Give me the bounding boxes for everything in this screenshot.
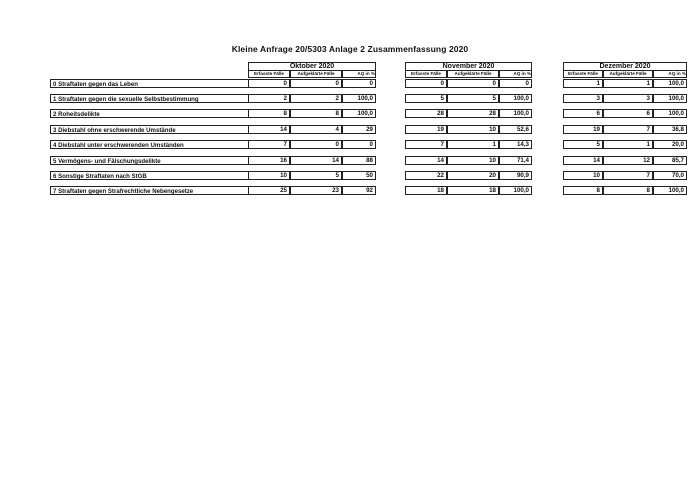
value-cell: 6 — [603, 109, 653, 118]
value-cell: 50 — [342, 171, 376, 180]
column-header: Erfasste Fälle — [248, 71, 290, 78]
value-cell: 10 — [447, 125, 499, 134]
value-cell: 90,9 — [499, 171, 532, 180]
row-label: 4 Diebstahl unter erschwerenden Umständen — [50, 140, 249, 149]
value-cell: 7 — [405, 140, 447, 149]
value-cell: 18 — [405, 186, 447, 195]
value-cell: 0 — [342, 79, 376, 88]
value-cell: 8 — [603, 186, 653, 195]
value-cell: 6 — [563, 109, 603, 118]
value-cell: 8 — [248, 109, 290, 118]
value-cell: 0 — [290, 140, 342, 149]
value-cell: 100,0 — [653, 186, 687, 195]
value-cell: 14,3 — [499, 140, 532, 149]
value-cell: 7 — [603, 171, 653, 180]
value-cell: 8 — [563, 186, 603, 195]
value-cell: 100,0 — [653, 94, 687, 103]
value-cell: 28 — [447, 109, 499, 118]
column-header: AQ in % — [499, 71, 532, 78]
value-cell: 5 — [290, 171, 342, 180]
value-cell: 18 — [447, 186, 499, 195]
row-label: 1 Straftaten gegen die sexuelle Selbstbestimmung — [50, 94, 249, 103]
value-cell: 5 — [563, 140, 603, 149]
value-cell: 3 — [563, 94, 603, 103]
row-label: 3 Diebstahl ohne erschwerende Umstände — [50, 125, 249, 134]
value-cell: 71,4 — [499, 156, 532, 165]
value-cell: 0 — [248, 79, 290, 88]
row-label: 5 Vermögens- und Fälschungsdelikte — [50, 156, 249, 165]
column-header: Erfasste Fälle — [405, 71, 447, 78]
month-header: Oktober 2020 — [248, 62, 376, 71]
value-cell: 20 — [447, 171, 499, 180]
value-cell: 100,0 — [499, 109, 532, 118]
value-cell: 0 — [405, 79, 447, 88]
value-cell: 2 — [290, 94, 342, 103]
value-cell: 100,0 — [653, 109, 687, 118]
value-cell: 1 — [603, 79, 653, 88]
row-label: 6 Sonstige Straftaten nach StGB — [50, 171, 249, 180]
column-header: Aufgeklärte Fälle — [603, 71, 653, 78]
month-header: November 2020 — [405, 62, 532, 71]
column-header: Aufgeklärte Fälle — [290, 71, 342, 78]
value-cell: 0 — [290, 79, 342, 88]
value-cell: 29 — [342, 125, 376, 134]
value-cell: 92 — [342, 186, 376, 195]
value-cell: 52,6 — [499, 125, 532, 134]
value-cell: 7 — [248, 140, 290, 149]
value-cell: 19 — [563, 125, 603, 134]
value-cell: 28 — [405, 109, 447, 118]
value-cell: 14 — [563, 156, 603, 165]
row-label: 2 Roheitsdelikte — [50, 109, 249, 118]
value-cell: 1 — [447, 140, 499, 149]
value-cell: 23 — [290, 186, 342, 195]
month-header: Dezember 2020 — [563, 62, 687, 71]
value-cell: 10 — [563, 171, 603, 180]
value-cell: 8 — [290, 109, 342, 118]
value-cell: 14 — [248, 125, 290, 134]
value-cell: 0 — [342, 140, 376, 149]
value-cell: 16 — [248, 156, 290, 165]
value-cell: 7 — [603, 125, 653, 134]
column-header: AQ in % — [342, 71, 376, 78]
value-cell: 100,0 — [342, 94, 376, 103]
row-label: 7 Straftaten gegen Strafrechtliche Nebengesetze — [50, 186, 249, 195]
column-header: Erfasste Fälle — [563, 71, 603, 78]
value-cell: 10 — [248, 171, 290, 180]
value-cell: 1 — [603, 140, 653, 149]
value-cell: 14 — [405, 156, 447, 165]
value-cell: 12 — [603, 156, 653, 165]
value-cell: 36,8 — [653, 125, 687, 134]
value-cell: 100,0 — [499, 186, 532, 195]
value-cell: 4 — [290, 125, 342, 134]
document-title: Kleine Anfrage 20/5303 Anlage 2 Zusammenfassung 2020 — [231, 44, 469, 54]
value-cell: 19 — [405, 125, 447, 134]
value-cell: 5 — [405, 94, 447, 103]
value-cell: 100,0 — [499, 94, 532, 103]
value-cell: 2 — [248, 94, 290, 103]
value-cell: 88 — [342, 156, 376, 165]
column-header: AQ in % — [653, 71, 687, 78]
value-cell: 100,0 — [653, 79, 687, 88]
value-cell: 70,0 — [653, 171, 687, 180]
value-cell: 85,7 — [653, 156, 687, 165]
value-cell: 22 — [405, 171, 447, 180]
value-cell: 100,0 — [342, 109, 376, 118]
value-cell: 10 — [447, 156, 499, 165]
value-cell: 5 — [447, 94, 499, 103]
value-cell: 25 — [248, 186, 290, 195]
value-cell: 0 — [447, 79, 499, 88]
value-cell: 3 — [603, 94, 653, 103]
value-cell: 0 — [499, 79, 532, 88]
row-label: 0 Straftaten gegen das Leben — [50, 79, 249, 88]
value-cell: 20,0 — [653, 140, 687, 149]
value-cell: 1 — [563, 79, 603, 88]
value-cell: 14 — [290, 156, 342, 165]
column-header: Aufgeklärte Fälle — [447, 71, 499, 78]
